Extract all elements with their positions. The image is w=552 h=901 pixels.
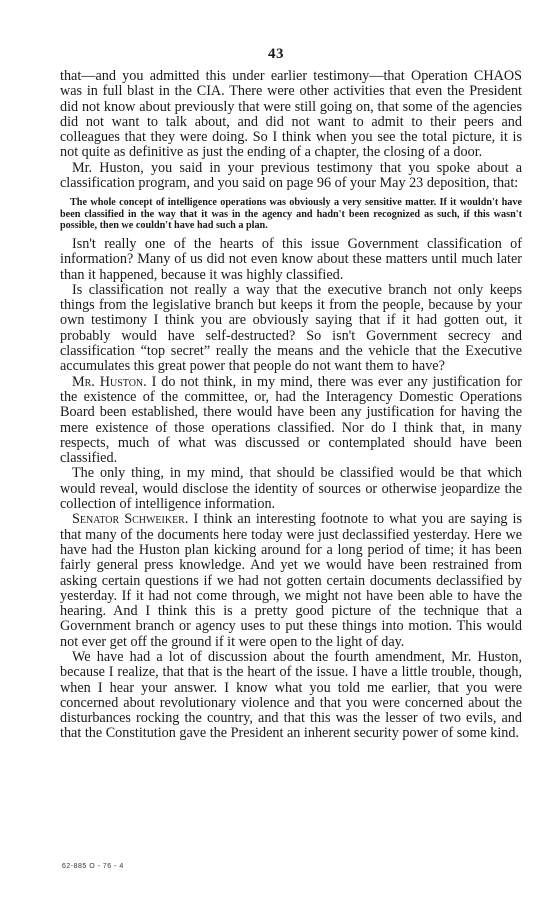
paragraph-8: We have had a lot of discussion about the fourth amendment, Mr. Huston, because I realize, that that is the heart of the issue. I have a little trouble, though, when I hear your answer. I know what you told me earlier, that you were concerned about revolutionary violence and that you were concerned about the disturbances rocking the country, and that this was the lesser of two evils, and that the Constitution gave the President an inherent security power of some kind. <box>60 649 522 742</box>
paragraph-2: Mr. Huston, you said in your previous testimony that you spoke about a classification program, and you said on page 96 of your May 23 deposition, that: <box>60 159 522 192</box>
deposition-quote: The whole concept of intelligence operations was obviously a very sensitive matter. If it wouldn't have been classified in the way that it was in the agency and hadn't been recognized as such, if this wasn't possible, then we couldn't have had such a plan. <box>60 197 522 231</box>
paragraph-4: Is classification not really a way that the executive branch not only keeps things from the legislative branch but keeps it from the people, because by your own testimony I think you are obviously saying that if it had gotten out, it probably would have self-destructed? So isn't Government secrecy and classification “top secret” really the means and the vehicle that the Executive accumulates this great power that people do not want them to have? <box>60 281 522 375</box>
footer-print-code: 62-885 O - 76 - 4 <box>62 863 124 870</box>
paragraph-1: that—and you admitted this under earlier testimony—that Operation CHAOS was in full blast in the CIA. There were other activities that even the President did not know about previously that were still going on, that some of the agencies did not want to talk about, and did not want to admit to their peers and colleagues that they were doing. So I think when you see the total picture, it is not quite as definitive as just the ending of a chapter, the closing of a door. <box>60 68 522 161</box>
paragraph-5 <box>60 375 522 467</box>
speaker-name: Senator Schweiker. <box>72 511 189 528</box>
paragraph-6: The only thing, in my mind, that should be classified would be that which would reveal, would disclose the identity of sources or otherwise jeopardize the collection of intelligence information. <box>60 465 522 513</box>
paragraph-3: Isn't really one of the hearts of this issue Government classification of information? Many of us did not even know about these matters until much later than it happened, because it was highly classified. <box>60 235 522 283</box>
speaker-text: I think an interesting footnote to what you are saying is that many of the documents here today were just declassified yesterday. Here we have had the Huston plan kicking around for a long period of time; it has been fairly general press knowledge. And yet we would have been restrained from asking certain questions if we had not gotten certain documents declassified by yesterday. If it had not come through, we might not have been able to have the hearing. And I think this is a pretty good picture of the technique that a Government branch or agency uses to put these things into motion. This would not ever get off the ground if it were open to the light of day. <box>60 511 523 650</box>
page-number: 43 <box>268 46 284 62</box>
body-text <box>60 69 522 742</box>
speaker-text: I do not think, in my mind, there was ever any justification for the existence of the committee, or, had the Interagency Domestic Operations Board been established, there would have been any justification for having the mere existence of those operations classified. Nor do I think that, in many respects, much of what was discussed or contemplated should have been classified. <box>60 373 523 467</box>
paragraph-7 <box>60 512 522 650</box>
speaker-name: Mr. Huston. <box>72 373 147 390</box>
